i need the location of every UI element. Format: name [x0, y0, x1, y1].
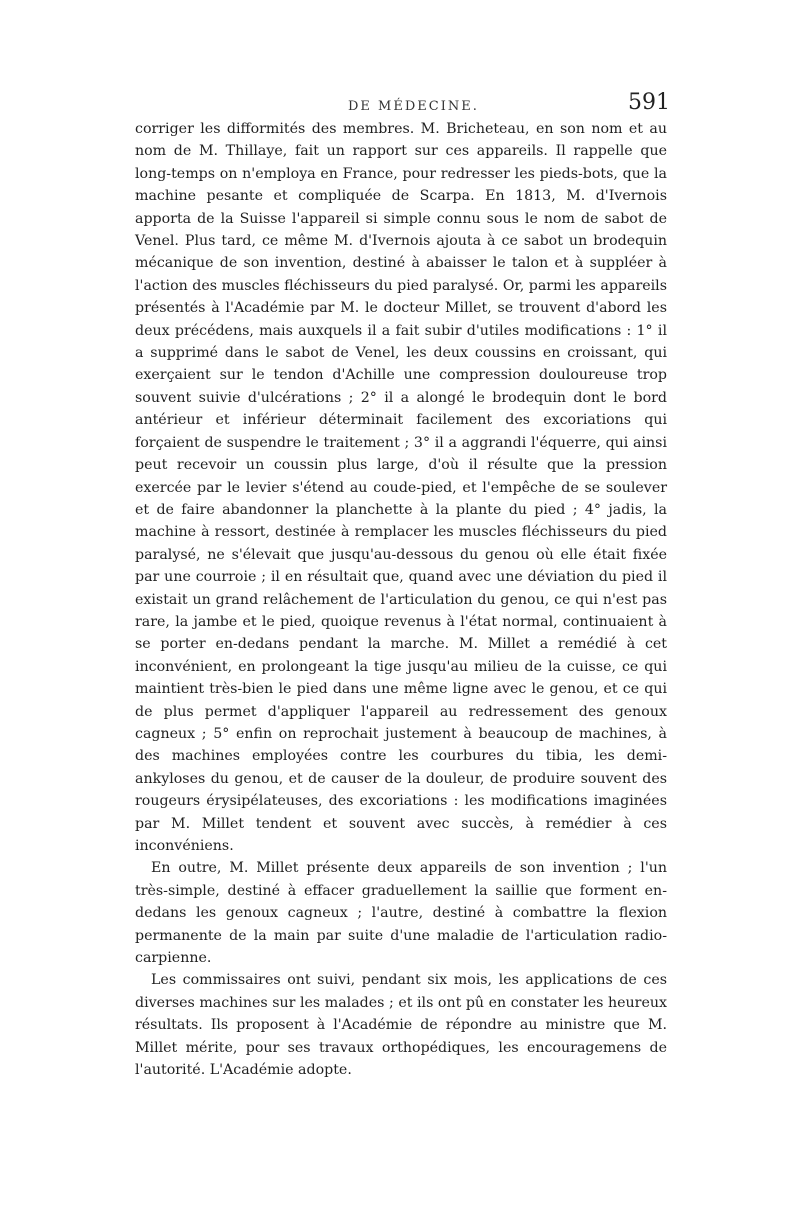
body-text: [135, 118, 667, 1081]
running-head: DE MÉDECINE.: [348, 99, 479, 114]
paragraph-continuation: corriger les difformités des membres. M. Bricheteau, en son nom et au nom de M. Thillaye, fait un rapport sur ces appareils. Il rappelle que long-temps on n'employa en France, pour redresser les pieds-bots, que la machine pesante et compliquée de Scarpa. En 1813, M. d'Ivernois apporta de la Suisse l'appareil si simple connu sous le nom de sabot de Venel. Plus tard, ce même M. d'Ivernois ajouta à ce sabot un brodequin mécanique de son invention, destiné à abaisser le talon et à suppléer à l'action des muscles fléchisseurs du pied paralysé. Or, parmi les appareils présentés à l'Académie par M. le docteur Millet, se trouvent d'abord les deux précédens, mais auxquels il a fait subir d'utiles modifications : 1° il a supprimé dans le sabot de Venel, les deux coussins en croissant, qui exerçaient sur le tendon d'Achille une compression douloureuse trop souvent suivie d'ulcérations ; 2° il a alongé le brodequin dont le bord antérieur et inférieur déterminait facilement des excoriations qui forçaient de suspendre le traitement ; 3° il a aggrandi l'équerre, qui ainsi peut recevoir un coussin plus large, d'où il résulte que la pression exercée par le levier s'étend au coude-pied, et l'empêche de se soulever et de faire abandonner la planchette à la plante du pied ; 4° jadis, la machine à ressort, destinée à remplacer les muscles fléchisseurs du pied paralysé, ne s'élevait que jusqu'au-dessous du genou où elle était fixée par une courroie ; il en résultait que, quand avec une déviation du pied il existait un grand relâchement de l'articulation du genou, ce qui n'est pas rare, la jambe et le pied, quoique revenus à l'état normal, continuaient à se porter en-dedans pendant la marche. M. Millet a remédié à cet inconvénient, en prolongeant la tige jusqu'au milieu de la cuisse, ce qui maintient très-bien le pied dans une même ligne avec le genou, et ce qui de plus permet d'appliquer l'appareil au redressement des genoux cagneux ; 5° enfin on reprochait justement à beaucoup de machines, à des machines employées contre les courbures du tibia, les demi-ankyloses du genou, et de causer de la douleur, de produire souvent des rougeurs érysipélateuses, des excoriations : les modifications imaginées par M. Millet tendent et souvent avec succès, à remédier à ces inconvéniens.: [135, 121, 667, 854]
page-number: 591: [628, 90, 670, 115]
paragraph-two-appareils: En outre, M. Millet présente deux appareils de son invention ; l'un très-simple, destiné à effacer graduellement la saillie que forment en-dedans les genoux cagneux ; l'autre, destiné à combattre la flexion permanente de la main par suite d'une maladie de l'articulation radio-carpienne.: [135, 860, 667, 967]
paragraph-conclusion: Les commissaires ont suivi, pendant six mois, les applications de ces diverses machines sur les malades ; et ils ont pû en constater les heureux résultats. Ils proposent à l'Académie de répondre au ministre que M. Millet mérite, pour ses travaux orthopédiques, les encouragemens de l'autorité. L'Académie adopte.: [135, 972, 667, 1079]
